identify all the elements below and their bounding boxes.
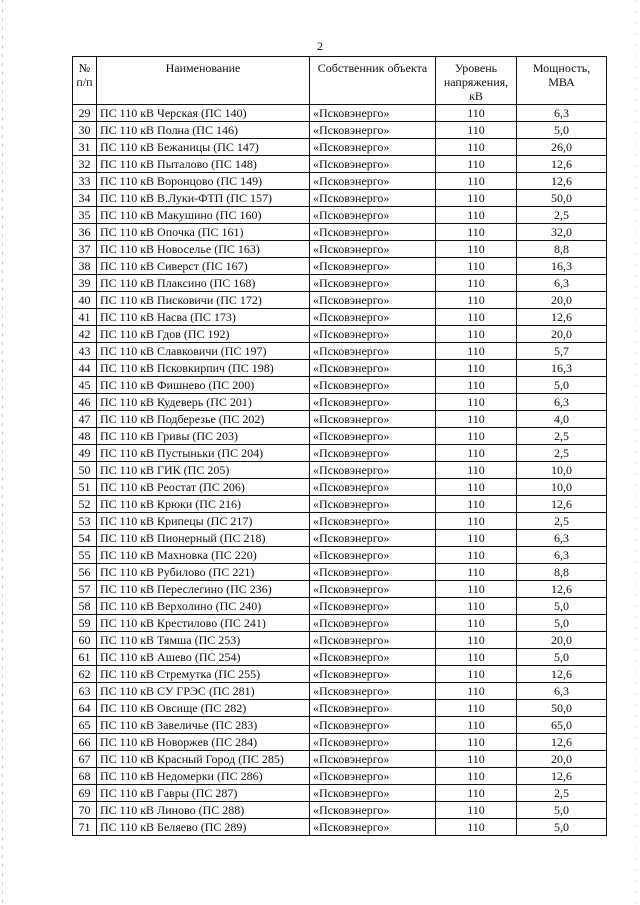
substation-name: ПС 110 кВ Верхолино (ПС 240) — [97, 598, 310, 615]
power-value: 5,0 — [517, 122, 607, 139]
substation-name: ПС 110 кВ Макушино (ПС 160) — [97, 207, 310, 224]
owner-name: «Псковэнерго» — [310, 700, 436, 717]
table-row — [73, 819, 607, 836]
table-row — [73, 173, 607, 190]
voltage-value: 110 — [436, 394, 517, 411]
substation-name: ПС 110 кВ Овсище (ПС 282) — [97, 700, 310, 717]
owner-name: «Псковэнерго» — [310, 802, 436, 819]
power-value: 65,0 — [517, 717, 607, 734]
substation-name: ПС 110 кВ Гавры (ПС 287) — [97, 785, 310, 802]
substation-name: ПС 110 кВ Ашево (ПС 254) — [97, 649, 310, 666]
power-value: 12,6 — [517, 666, 607, 683]
voltage-value: 110 — [436, 241, 517, 258]
power-value: 5,0 — [517, 615, 607, 632]
substation-name: ПС 110 кВ ГИК (ПС 205) — [97, 462, 310, 479]
substation-name: ПС 110 кВ Писковичи (ПС 172) — [97, 292, 310, 309]
owner-name: «Псковэнерго» — [310, 173, 436, 190]
power-value: 12,6 — [517, 309, 607, 326]
voltage-value: 110 — [436, 428, 517, 445]
table-row — [73, 156, 607, 173]
substation-name: ПС 110 кВ Кудеверь (ПС 201) — [97, 394, 310, 411]
owner-name: «Псковэнерго» — [310, 207, 436, 224]
row-number: 64 — [73, 700, 97, 717]
row-number: 41 — [73, 309, 97, 326]
scan-edge-right — [636, 0, 637, 905]
voltage-value: 110 — [436, 224, 517, 241]
owner-name: «Псковэнерго» — [310, 139, 436, 156]
owner-name: «Псковэнерго» — [310, 428, 436, 445]
owner-name: «Псковэнерго» — [310, 462, 436, 479]
power-value: 12,6 — [517, 156, 607, 173]
owner-name: «Псковэнерго» — [310, 394, 436, 411]
voltage-value: 110 — [436, 683, 517, 700]
row-number: 51 — [73, 479, 97, 496]
table-row — [73, 734, 607, 751]
power-value: 5,7 — [517, 343, 607, 360]
power-value: 5,0 — [517, 802, 607, 819]
row-number: 39 — [73, 275, 97, 292]
owner-name: «Псковэнерго» — [310, 190, 436, 207]
owner-name: «Псковэнерго» — [310, 598, 436, 615]
voltage-value: 110 — [436, 785, 517, 802]
power-value: 2,5 — [517, 445, 607, 462]
owner-name: «Псковэнерго» — [310, 734, 436, 751]
power-value: 5,0 — [517, 377, 607, 394]
substations-table — [72, 56, 607, 836]
voltage-value: 110 — [436, 275, 517, 292]
substation-name: ПС 110 кВ Завеличье (ПС 283) — [97, 717, 310, 734]
owner-name: «Псковэнерго» — [310, 105, 436, 122]
power-value: 16,3 — [517, 258, 607, 275]
owner-name: «Псковэнерго» — [310, 768, 436, 785]
owner-name: «Псковэнерго» — [310, 785, 436, 802]
table-row — [73, 275, 607, 292]
voltage-value: 110 — [436, 156, 517, 173]
table-row — [73, 292, 607, 309]
owner-name: «Псковэнерго» — [310, 649, 436, 666]
voltage-value: 110 — [436, 377, 517, 394]
substation-name: ПС 110 кВ Воронцово (ПС 149) — [97, 173, 310, 190]
row-number: 50 — [73, 462, 97, 479]
owner-name: «Псковэнерго» — [310, 547, 436, 564]
row-number: 61 — [73, 649, 97, 666]
voltage-value: 110 — [436, 462, 517, 479]
power-value: 2,5 — [517, 207, 607, 224]
scan-edge-left — [2, 0, 3, 905]
substation-name: ПС 110 кВ Крипецы (ПС 217) — [97, 513, 310, 530]
substation-name: ПС 110 кВ Плаксино (ПС 168) — [97, 275, 310, 292]
power-value: 6,3 — [517, 547, 607, 564]
power-value: 5,0 — [517, 819, 607, 836]
power-value: 32,0 — [517, 224, 607, 241]
substation-name: ПС 110 кВ В.Луки-ФТП (ПС 157) — [97, 190, 310, 207]
row-number: 44 — [73, 360, 97, 377]
table-row — [73, 649, 607, 666]
power-value: 12,6 — [517, 173, 607, 190]
row-number: 65 — [73, 717, 97, 734]
page-number: 2 — [317, 39, 323, 53]
substation-name: ПС 110 кВ Рубилово (ПС 221) — [97, 564, 310, 581]
owner-name: «Псковэнерго» — [310, 615, 436, 632]
owner-name: «Псковэнерго» — [310, 496, 436, 513]
power-value: 6,3 — [517, 530, 607, 547]
substation-name: ПС 110 кВ Фишнево (ПС 200) — [97, 377, 310, 394]
substation-name: ПС 110 кВ Красный Город (ПС 285) — [97, 751, 310, 768]
owner-name: «Псковэнерго» — [310, 479, 436, 496]
voltage-value: 110 — [436, 734, 517, 751]
substation-name: ПС 110 кВ Псковкирпич (ПС 198) — [97, 360, 310, 377]
table-row — [73, 360, 607, 377]
power-value: 6,3 — [517, 105, 607, 122]
table-row — [73, 751, 607, 768]
owner-name: «Псковэнерго» — [310, 683, 436, 700]
owner-name: «Псковэнерго» — [310, 377, 436, 394]
substation-name: ПС 110 кВ Крюки (ПС 216) — [97, 496, 310, 513]
table-row — [73, 462, 607, 479]
power-value: 26,0 — [517, 139, 607, 156]
voltage-value: 110 — [436, 632, 517, 649]
row-number: 62 — [73, 666, 97, 683]
table-row — [73, 241, 607, 258]
substation-name: ПС 110 кВ Беляево (ПС 289) — [97, 819, 310, 836]
voltage-value: 110 — [436, 326, 517, 343]
owner-name: «Псковэнерго» — [310, 632, 436, 649]
row-number: 59 — [73, 615, 97, 632]
row-number: 49 — [73, 445, 97, 462]
voltage-value: 110 — [436, 496, 517, 513]
row-number: 57 — [73, 581, 97, 598]
power-value: 5,0 — [517, 598, 607, 615]
voltage-value: 110 — [436, 139, 517, 156]
row-number: 70 — [73, 802, 97, 819]
table-row — [73, 428, 607, 445]
substation-name: ПС 110 кВ Реостат (ПС 206) — [97, 479, 310, 496]
substation-name: ПС 110 кВ Насва (ПС 173) — [97, 309, 310, 326]
voltage-value: 110 — [436, 768, 517, 785]
table-row — [73, 530, 607, 547]
row-number: 54 — [73, 530, 97, 547]
voltage-value: 110 — [436, 360, 517, 377]
voltage-value: 110 — [436, 547, 517, 564]
table-row — [73, 377, 607, 394]
voltage-value: 110 — [436, 479, 517, 496]
table-row — [73, 547, 607, 564]
power-value: 6,3 — [517, 683, 607, 700]
power-value: 20,0 — [517, 292, 607, 309]
table-row — [73, 785, 607, 802]
substation-name: ПС 110 кВ Недомерки (ПС 286) — [97, 768, 310, 785]
power-value: 20,0 — [517, 751, 607, 768]
owner-name: «Псковэнерго» — [310, 343, 436, 360]
owner-name: «Псковэнерго» — [310, 258, 436, 275]
table-row — [73, 717, 607, 734]
power-value: 12,6 — [517, 734, 607, 751]
row-number: 45 — [73, 377, 97, 394]
owner-name: «Псковэнерго» — [310, 241, 436, 258]
row-number: 71 — [73, 819, 97, 836]
voltage-value: 110 — [436, 581, 517, 598]
owner-name: «Псковэнерго» — [310, 530, 436, 547]
table-row — [73, 258, 607, 275]
row-number: 34 — [73, 190, 97, 207]
power-value: 8,8 — [517, 564, 607, 581]
voltage-value: 110 — [436, 513, 517, 530]
power-value: 2,5 — [517, 513, 607, 530]
substation-name: ПС 110 кВ Опочка (ПС 161) — [97, 224, 310, 241]
voltage-value: 110 — [436, 615, 517, 632]
power-value: 16,3 — [517, 360, 607, 377]
owner-name: «Псковэнерго» — [310, 122, 436, 139]
owner-name: «Псковэнерго» — [310, 224, 436, 241]
owner-name: «Псковэнерго» — [310, 326, 436, 343]
power-value: 12,6 — [517, 581, 607, 598]
header-voltage: Уровень напряжения, кВ — [436, 57, 517, 105]
voltage-value: 110 — [436, 190, 517, 207]
table-row — [73, 768, 607, 785]
row-number: 38 — [73, 258, 97, 275]
table-row — [73, 598, 607, 615]
substation-name: ПС 110 кВ Тямша (ПС 253) — [97, 632, 310, 649]
voltage-value: 110 — [436, 173, 517, 190]
owner-name: «Псковэнерго» — [310, 666, 436, 683]
substation-name: ПС 110 кВ Переслегино (ПС 236) — [97, 581, 310, 598]
substation-name: ПС 110 кВ Пустыньки (ПС 204) — [97, 445, 310, 462]
substation-name: ПС 110 кВ Махновка (ПС 220) — [97, 547, 310, 564]
row-number: 52 — [73, 496, 97, 513]
voltage-value: 110 — [436, 207, 517, 224]
table-row — [73, 581, 607, 598]
table-row — [73, 309, 607, 326]
substation-name: ПС 110 кВ Славковичи (ПС 197) — [97, 343, 310, 360]
power-value: 20,0 — [517, 632, 607, 649]
substation-name: ПС 110 кВ Новоржев (ПС 284) — [97, 734, 310, 751]
substation-name: ПС 110 кВ Гривы (ПС 203) — [97, 428, 310, 445]
substation-name: ПС 110 кВ Стремутка (ПС 255) — [97, 666, 310, 683]
power-value: 10,0 — [517, 462, 607, 479]
owner-name: «Псковэнерго» — [310, 445, 436, 462]
table-row — [73, 105, 607, 122]
header-power: Мощность, МВА — [517, 57, 607, 105]
power-value: 12,6 — [517, 768, 607, 785]
table-row — [73, 632, 607, 649]
substation-name: ПС 110 кВ Крестилово (ПС 241) — [97, 615, 310, 632]
power-value: 6,3 — [517, 394, 607, 411]
table-row — [73, 326, 607, 343]
row-number: 29 — [73, 105, 97, 122]
table-row — [73, 139, 607, 156]
row-number: 53 — [73, 513, 97, 530]
table-row — [73, 666, 607, 683]
substation-name: ПС 110 кВ Полна (ПС 146) — [97, 122, 310, 139]
table-row — [73, 564, 607, 581]
table-row — [73, 513, 607, 530]
power-value: 50,0 — [517, 190, 607, 207]
table-header — [73, 57, 607, 105]
row-number: 58 — [73, 598, 97, 615]
substation-name: ПС 110 кВ Пыталово (ПС 148) — [97, 156, 310, 173]
row-number: 47 — [73, 411, 97, 428]
table-row — [73, 394, 607, 411]
voltage-value: 110 — [436, 343, 517, 360]
voltage-value: 110 — [436, 309, 517, 326]
voltage-value: 110 — [436, 598, 517, 615]
power-value: 5,0 — [517, 649, 607, 666]
table-row — [73, 683, 607, 700]
substation-name: ПС 110 кВ Сиверст (ПС 167) — [97, 258, 310, 275]
row-number: 30 — [73, 122, 97, 139]
voltage-value: 110 — [436, 751, 517, 768]
voltage-value: 110 — [436, 802, 517, 819]
voltage-value: 110 — [436, 666, 517, 683]
row-number: 67 — [73, 751, 97, 768]
owner-name: «Псковэнерго» — [310, 581, 436, 598]
owner-name: «Псковэнерго» — [310, 309, 436, 326]
voltage-value: 110 — [436, 700, 517, 717]
row-number: 66 — [73, 734, 97, 751]
row-number: 36 — [73, 224, 97, 241]
table-row — [73, 445, 607, 462]
table-row — [73, 479, 607, 496]
owner-name: «Псковэнерго» — [310, 564, 436, 581]
power-value: 20,0 — [517, 326, 607, 343]
owner-name: «Псковэнерго» — [310, 360, 436, 377]
table-row — [73, 802, 607, 819]
table-row — [73, 496, 607, 513]
voltage-value: 110 — [436, 445, 517, 462]
row-number: 63 — [73, 683, 97, 700]
substation-name: ПС 110 кВ Бежаницы (ПС 147) — [97, 139, 310, 156]
power-value: 6,3 — [517, 275, 607, 292]
substation-name: ПС 110 кВ Черская (ПС 140) — [97, 105, 310, 122]
voltage-value: 110 — [436, 819, 517, 836]
substation-name: ПС 110 кВ Пионерный (ПС 218) — [97, 530, 310, 547]
header-name: Наименование — [97, 57, 310, 105]
row-number: 35 — [73, 207, 97, 224]
table-row — [73, 224, 607, 241]
power-value: 2,5 — [517, 785, 607, 802]
row-number: 40 — [73, 292, 97, 309]
power-value: 8,8 — [517, 241, 607, 258]
power-value: 12,6 — [517, 496, 607, 513]
row-number: 48 — [73, 428, 97, 445]
voltage-value: 110 — [436, 411, 517, 428]
table-row — [73, 411, 607, 428]
substation-name: ПС 110 кВ Гдов (ПС 192) — [97, 326, 310, 343]
row-number: 42 — [73, 326, 97, 343]
voltage-value: 110 — [436, 105, 517, 122]
row-number: 60 — [73, 632, 97, 649]
owner-name: «Псковэнерго» — [310, 275, 436, 292]
owner-name: «Псковэнерго» — [310, 292, 436, 309]
table-body — [73, 105, 607, 836]
table-row — [73, 190, 607, 207]
owner-name: «Псковэнерго» — [310, 156, 436, 173]
table-row — [73, 207, 607, 224]
substation-name: ПС 110 кВ Линово (ПС 288) — [97, 802, 310, 819]
row-number: 32 — [73, 156, 97, 173]
row-number: 37 — [73, 241, 97, 258]
owner-name: «Псковэнерго» — [310, 819, 436, 836]
header-row — [73, 57, 607, 105]
voltage-value: 110 — [436, 564, 517, 581]
owner-name: «Псковэнерго» — [310, 513, 436, 530]
voltage-value: 110 — [436, 258, 517, 275]
row-number: 69 — [73, 785, 97, 802]
substation-name: ПС 110 кВ Новоселье (ПС 163) — [97, 241, 310, 258]
row-number: 43 — [73, 343, 97, 360]
power-value: 4,0 — [517, 411, 607, 428]
table-row — [73, 343, 607, 360]
row-number: 31 — [73, 139, 97, 156]
owner-name: «Псковэнерго» — [310, 751, 436, 768]
owner-name: «Псковэнерго» — [310, 411, 436, 428]
row-number: 68 — [73, 768, 97, 785]
owner-name: «Псковэнерго» — [310, 717, 436, 734]
table-row — [73, 122, 607, 139]
power-value: 10,0 — [517, 479, 607, 496]
row-number: 46 — [73, 394, 97, 411]
voltage-value: 110 — [436, 292, 517, 309]
header-owner: Собственник объекта — [310, 57, 436, 105]
table-row — [73, 700, 607, 717]
power-value: 50,0 — [517, 700, 607, 717]
substation-name: ПС 110 кВ Подберезье (ПС 202) — [97, 411, 310, 428]
row-number: 33 — [73, 173, 97, 190]
table-row — [73, 615, 607, 632]
substation-name: ПС 110 кВ СУ ГРЭС (ПС 281) — [97, 683, 310, 700]
voltage-value: 110 — [436, 530, 517, 547]
voltage-value: 110 — [436, 717, 517, 734]
row-number: 55 — [73, 547, 97, 564]
voltage-value: 110 — [436, 122, 517, 139]
voltage-value: 110 — [436, 649, 517, 666]
power-value: 2,5 — [517, 428, 607, 445]
row-number: 56 — [73, 564, 97, 581]
header-num: № п/п — [73, 57, 97, 105]
